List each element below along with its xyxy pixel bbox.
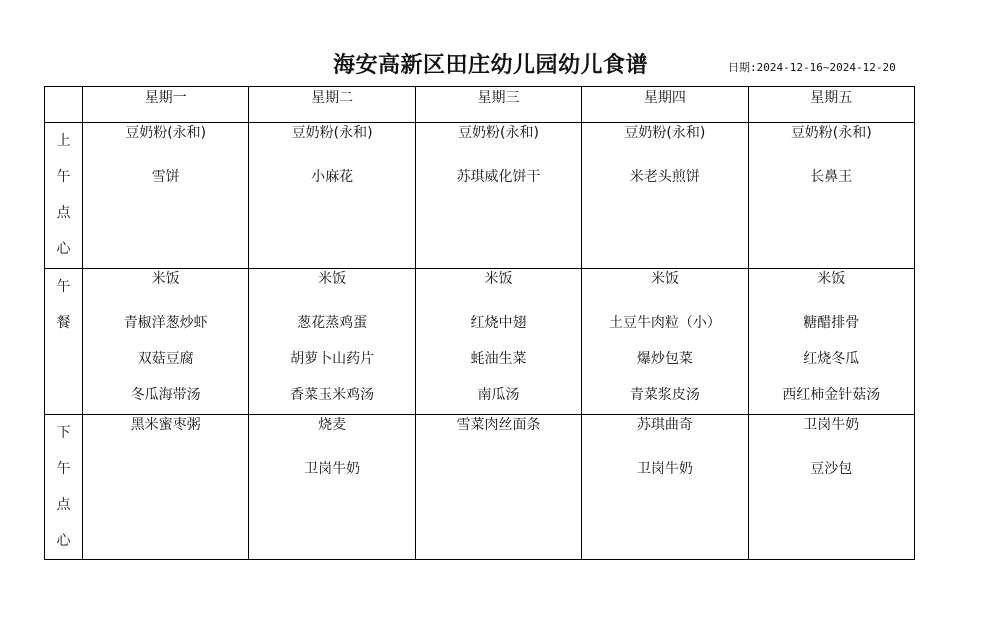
menu-cell — [83, 269, 249, 415]
menu-item: 西红柿金针菇汤 — [782, 387, 881, 403]
menu-item: 豆沙包 — [810, 461, 853, 477]
menu-item: 米饭 — [484, 271, 513, 287]
table-row-lunch — [45, 269, 915, 415]
menu-item: 小麻花 — [311, 169, 354, 185]
menu-item: 米饭 — [318, 271, 347, 287]
menu-cell — [249, 415, 415, 560]
menu-cell — [582, 123, 748, 269]
menu-item: 爆炒包菜 — [636, 351, 693, 367]
menu-item: 糖醋排骨 — [803, 315, 860, 331]
menu-item: 米饭 — [650, 271, 679, 287]
day-header: 星期四 — [582, 87, 748, 123]
row-label-char: 心 — [56, 241, 71, 257]
menu-item: 葱花蒸鸡蛋 — [297, 315, 368, 331]
menu-item: 香菜玉米鸡汤 — [290, 387, 375, 403]
date-range: 日期:2024-12-16~2024-12-20 — [728, 61, 896, 74]
row-label-char: 点 — [56, 497, 71, 513]
menu-cell — [415, 269, 581, 415]
menu-item: 米饭 — [817, 271, 846, 287]
header-row — [45, 87, 915, 123]
menu-item: 豆奶粉(永和) — [790, 125, 872, 141]
menu-item: 双菇豆腐 — [137, 351, 194, 367]
menu-cell — [748, 269, 914, 415]
menu-item: 苏琪曲奇 — [636, 417, 693, 433]
menu-item: 卫岗牛奶 — [803, 417, 860, 433]
menu-table — [44, 86, 915, 560]
menu-item: 豆奶粉(永和) — [291, 125, 373, 141]
menu-cell — [83, 415, 249, 560]
menu-item: 米饭 — [151, 271, 180, 287]
menu-item: 红烧冬瓜 — [803, 351, 860, 367]
table-row-afternoon-snack — [45, 415, 915, 560]
menu-item: 卫岗牛奶 — [304, 461, 361, 477]
menu-item: 豆奶粉(永和) — [125, 125, 207, 141]
day-header: 星期一 — [83, 87, 249, 123]
row-label-char: 午 — [56, 461, 71, 477]
menu-cell — [415, 415, 581, 560]
row-label-char: 上 — [56, 133, 71, 149]
menu-cell — [415, 123, 581, 269]
row-label-afternoon-snack — [45, 415, 83, 560]
menu-item: 胡萝卜山药片 — [290, 351, 375, 367]
menu-cell — [249, 269, 415, 415]
menu-item: 豆奶粉(永和) — [458, 125, 539, 141]
row-label-char: 午 — [56, 169, 71, 185]
row-label-char: 点 — [56, 205, 71, 221]
row-label-char: 餐 — [56, 315, 71, 331]
menu-item: 黑米蜜枣粥 — [130, 417, 201, 433]
row-label-morning-snack — [45, 123, 83, 269]
menu-cell — [582, 415, 748, 560]
table-row-morning-snack — [45, 123, 915, 269]
menu-item: 红烧中翅 — [470, 315, 527, 331]
day-header: 星期五 — [748, 87, 914, 123]
row-label-lunch — [45, 269, 83, 415]
menu-item: 烧麦 — [318, 417, 347, 433]
menu-item: 南瓜汤 — [477, 387, 520, 403]
menu-item: 米老头煎饼 — [629, 169, 700, 185]
menu-cell — [582, 269, 748, 415]
row-label-char: 下 — [56, 425, 71, 441]
page-title: 海安高新区田庄幼儿园幼儿食谱 — [333, 53, 649, 78]
menu-item: 卫岗牛奶 — [636, 461, 693, 477]
menu-item: 苏琪威化饼干 — [456, 169, 541, 185]
menu-item: 冬瓜海带汤 — [130, 387, 201, 403]
menu-cell — [249, 123, 415, 269]
day-header: 星期二 — [249, 87, 415, 123]
day-header: 星期三 — [415, 87, 581, 123]
row-label-char: 午 — [56, 279, 71, 295]
corner-cell — [45, 87, 83, 123]
menu-item: 青菜浆皮汤 — [629, 387, 700, 403]
menu-item: 雪菜肉丝面条 — [456, 417, 541, 433]
menu-cell — [748, 415, 914, 560]
menu-item: 青椒洋葱炒虾 — [123, 315, 208, 331]
menu-item: 豆奶粉(永和) — [624, 125, 706, 141]
row-label-char: 心 — [56, 533, 71, 549]
menu-item: 长鼻王 — [810, 169, 853, 185]
menu-item: 蚝油生菜 — [470, 351, 527, 367]
menu-item: 土豆牛肉粒（小） — [608, 315, 721, 331]
menu-cell — [83, 123, 249, 269]
menu-item: 雪饼 — [151, 169, 180, 185]
menu-cell — [748, 123, 914, 269]
